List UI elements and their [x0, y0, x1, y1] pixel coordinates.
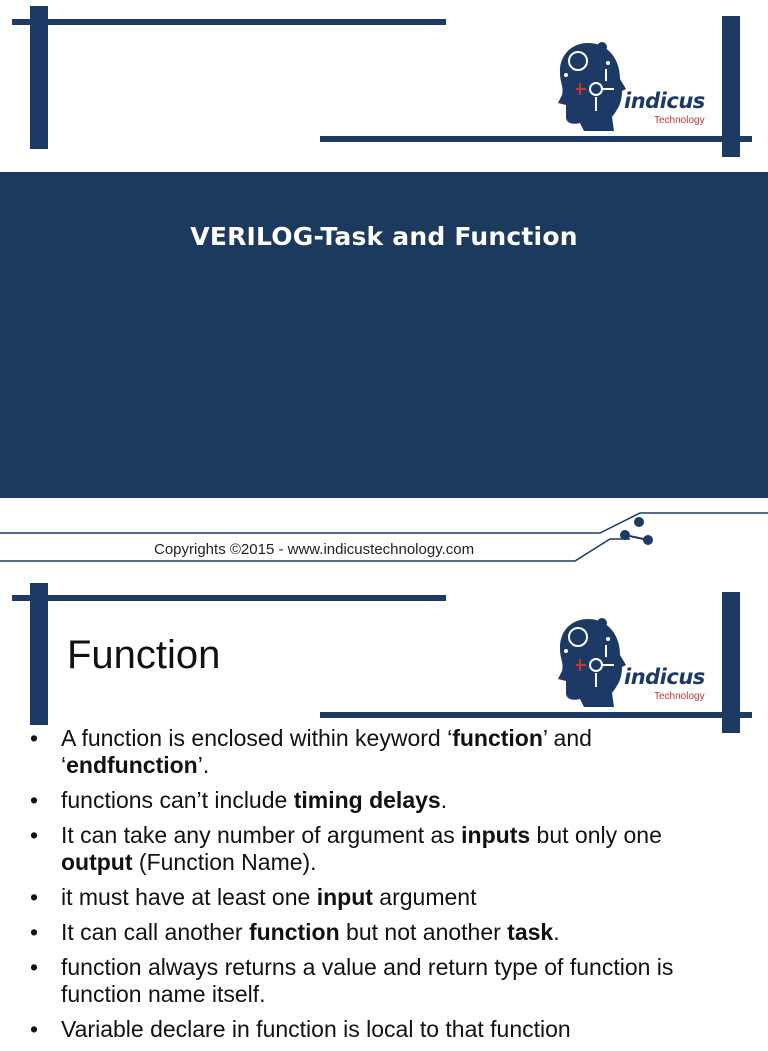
bullet-dot: • [30, 822, 39, 848]
bullet-keyword: inputs [461, 822, 531, 848]
bullet-dot: • [30, 787, 39, 813]
logo-sub-text: Technology [654, 115, 705, 126]
company-logo [556, 617, 726, 717]
bullet-text: It can take any number of argument as [61, 822, 462, 848]
bullet-text: . [553, 919, 560, 945]
bullet-dot: • [30, 919, 39, 945]
bullet-dot: • [30, 884, 39, 910]
logo-sub-text: Technology [654, 691, 705, 702]
frame-bar-left-vertical [30, 583, 48, 725]
bullet-keyword: task [507, 919, 554, 945]
logo-brand-text: indicus [624, 89, 705, 113]
bullet-text: argument [372, 884, 477, 910]
bullet-list [30, 725, 720, 1051]
logo-brand-text: indicus [624, 665, 705, 689]
bullet-item [30, 954, 720, 1008]
bullet-keyword: output [61, 849, 133, 875]
bullet-dot: • [30, 725, 39, 751]
title-band [0, 172, 768, 498]
company-logo [556, 41, 726, 141]
head-circuit-icon [556, 41, 628, 131]
head-circuit-icon [556, 617, 628, 707]
bullet-text: but only one [530, 822, 662, 848]
bullet-item [30, 822, 720, 876]
bullet-keyword: function [248, 919, 340, 945]
copyright-text: Copyrights ©2015 - www.indicustechnology.com [154, 541, 475, 558]
bullet-text: it must have at least one [61, 884, 317, 910]
bullet-keyword: timing delays [293, 787, 441, 813]
bullet-dot: • [30, 1016, 39, 1042]
bullet-keyword: function [452, 725, 543, 751]
bullet-item [30, 787, 720, 814]
bullet-item [30, 725, 720, 779]
bullet-text: A function is enclosed within keyword ‘ [61, 725, 453, 751]
bullet-text: It can call another [61, 919, 249, 945]
frame-bar-top-horizontal [12, 19, 446, 25]
frame-bar-top-horizontal [12, 595, 446, 601]
slide-title: VERILOG-Task and Function [190, 222, 578, 251]
bullet-text: but not another [339, 919, 508, 945]
bullet-dot: • [30, 954, 39, 980]
bullet-keyword: input [316, 884, 373, 910]
bullet-keyword: endfunction [66, 752, 198, 778]
bullet-text: ’ and ‘ [61, 725, 592, 778]
frame-bar-left-vertical [30, 6, 48, 149]
bullet-item [30, 884, 720, 911]
bullet-item [30, 919, 720, 946]
bullet-text: function always returns a value and return type of function is function name itself. [61, 954, 674, 1007]
bullet-text: (Function Name). [132, 849, 317, 875]
function-slide [0, 575, 768, 1042]
bullet-text: ’. [197, 752, 210, 778]
bullet-text: . [440, 787, 448, 813]
bullet-text: functions can’t include [61, 787, 294, 813]
slide-title: Function [67, 633, 221, 677]
bullet-item [30, 1016, 720, 1043]
bullet-text: Variable declare in function is local to that function [61, 1016, 571, 1042]
